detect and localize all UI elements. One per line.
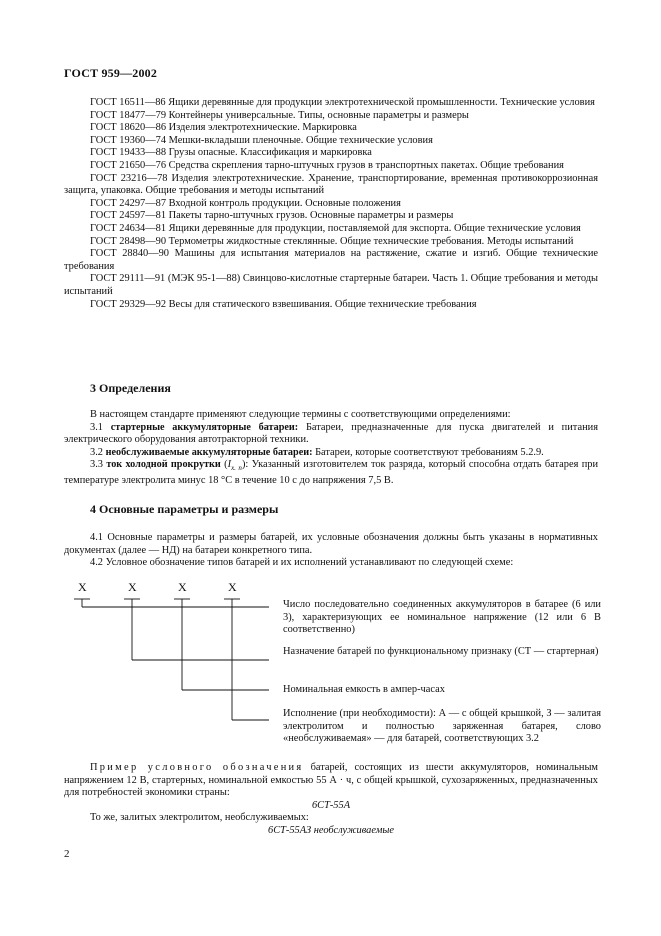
reference-item: ГОСТ 18477—79 Контейнеры универсальные. Типы, основные параметры и размеры (90, 109, 469, 121)
example-label: Пример условного обозначения (90, 762, 304, 773)
section-4-title: 4 Основные параметры и размеры (90, 502, 279, 516)
reference-item: ГОСТ 19433—88 Грузы опасные. Классификация и маркировка (90, 147, 372, 159)
scheme-mark: X (78, 580, 87, 594)
reference-item: ГОСТ 18620—86 Изделия электротехнические. Маркировка (90, 122, 357, 134)
reference-item: ГОСТ 24597—81 Пакеты тарно-штучных грузов. Основные параметры и размеры (90, 210, 454, 222)
scheme-desc-purpose: Назначение батарей по функциональному признаку (СТ — стартерная) (283, 646, 599, 657)
example-paragraph: Пример условного обозначения батарей, состоящих из шести аккумуляторов, номинальным напряжением 12 В, стартерных, номинальной емкостью 55 А · ч, с общей крышкой, сухозаряженных, предназначенных для потребностей экономики страны: (64, 762, 599, 799)
section-4-body (64, 532, 598, 570)
symbol: I (227, 459, 232, 471)
paragraph-4-1: 4.1 Основные параметры и размеры батарей, их условные обозначения должны быть указаны в нормативных документах (далее — НД) на батареи конкретного типа. (64, 532, 598, 556)
example-code-2: 6СТ-55АЗ необслуживаемые (268, 824, 394, 836)
term: необслуживаемые аккумуляторные батареи: (105, 446, 313, 458)
section-3-title: 3 Определения (90, 381, 171, 395)
scheme-desc-capacity: Номинальная емкость в ампер-часах (283, 684, 445, 695)
scheme-mark: X (178, 580, 187, 594)
definition-3-2: 3.2 необслуживаемые аккумуляторные батареи: Батареи, которые соответствуют требованиям 5.2.9. (90, 446, 544, 458)
reference-item: ГОСТ 24634—81 Ящики деревянные для продукции, поставляемой для экспорта. Общие технические условия (90, 222, 581, 234)
symbol-subscript: х. п (231, 464, 242, 473)
definitions-intro: В настоящем стандарте применяют следующие термины с соответствующими определениями: (90, 409, 511, 420)
document-header: ГОСТ 959—2002 (64, 66, 158, 80)
definition-3-3: 3.3 ток холодной прокрутки $(I_{х. п})$: Указанный изготовителем ток разряда, который способна отдать батарея при температуре электролита минус 18 °С в течение 10 с до напряжения 7,5 В. (64, 459, 599, 487)
scheme-lines (72, 580, 282, 760)
reference-item: ГОСТ 21650—76 Средства скрепления тарно-штучных грузов в транспортных пакетах. Общие требования (90, 159, 564, 171)
paragraph-4-2: 4.2 Условное обозначение типов батарей и их исполнений устанавливают по следующей схеме: (90, 557, 514, 569)
reference-item: ГОСТ 19360—74 Мешки-вкладыши пленочные. Общие технические условия (90, 134, 433, 146)
reference-item: ГОСТ 16511—86 Ящики деревянные для продукции электротехнической промышленности. Технические условия (90, 97, 595, 108)
reference-item: ГОСТ 29111—91 (МЭК 95-1—88) Свинцово-кислотные стартерные батареи. Часть 1. Общие требования и методы испытаний (64, 273, 598, 297)
scheme-mark: X (128, 580, 137, 594)
designation-scheme (72, 580, 602, 760)
example-code-1: 6СТ-55А (311, 799, 351, 811)
term: ток холодной прокрутки (106, 459, 221, 471)
section-3-body (64, 409, 598, 488)
reference-item: ГОСТ 29329—92 Весы для статического взвешивания. Общие технические требования (90, 298, 477, 310)
scheme-mark: X (228, 580, 237, 594)
reference-item: ГОСТ 24297—87 Входной контроль продукции. Основные положения (90, 197, 401, 209)
term: стартерные аккумуляторные батареи: (110, 421, 299, 433)
scheme-desc-version: Исполнение (при необходимости): А — с общей крышкой, З — залитая электролитом и полностью заряженная батарея, слово «необслуживаемая» — для батарей, соответствующих 3.2 (283, 708, 601, 745)
scheme-desc-cells: Число последовательно соединенных аккумуляторов в батарее (6 или 3), характеризующих ее номинальное напряжение (12 или 6 В соответственно) (283, 599, 601, 636)
reference-item: ГОСТ 28840—90 Машины для испытания материалов на растяжение, сжатие и изгиб. Общие технические требования (64, 248, 598, 272)
reference-item: ГОСТ 23216—78 Изделия электротехнические. Хранение, транспортирование, временная противокоррозионная защита, упаковка. Общие требования и методы испытаний (64, 172, 598, 197)
definition-3-1: 3.1 стартерные аккумуляторные батареи: Батареи, предназначенные для пуска двигателей и питания электрического оборудования автотракторной техники. (64, 421, 598, 446)
page-number: 2 (64, 848, 70, 860)
example-paragraph-2: То же, залитых электролитом, необслуживаемых: (90, 812, 309, 824)
example-block (64, 762, 598, 838)
reference-item: ГОСТ 28498—90 Термометры жидкостные стеклянные. Общие технические требования. Методы испытаний (90, 235, 574, 247)
normative-references (64, 97, 598, 311)
